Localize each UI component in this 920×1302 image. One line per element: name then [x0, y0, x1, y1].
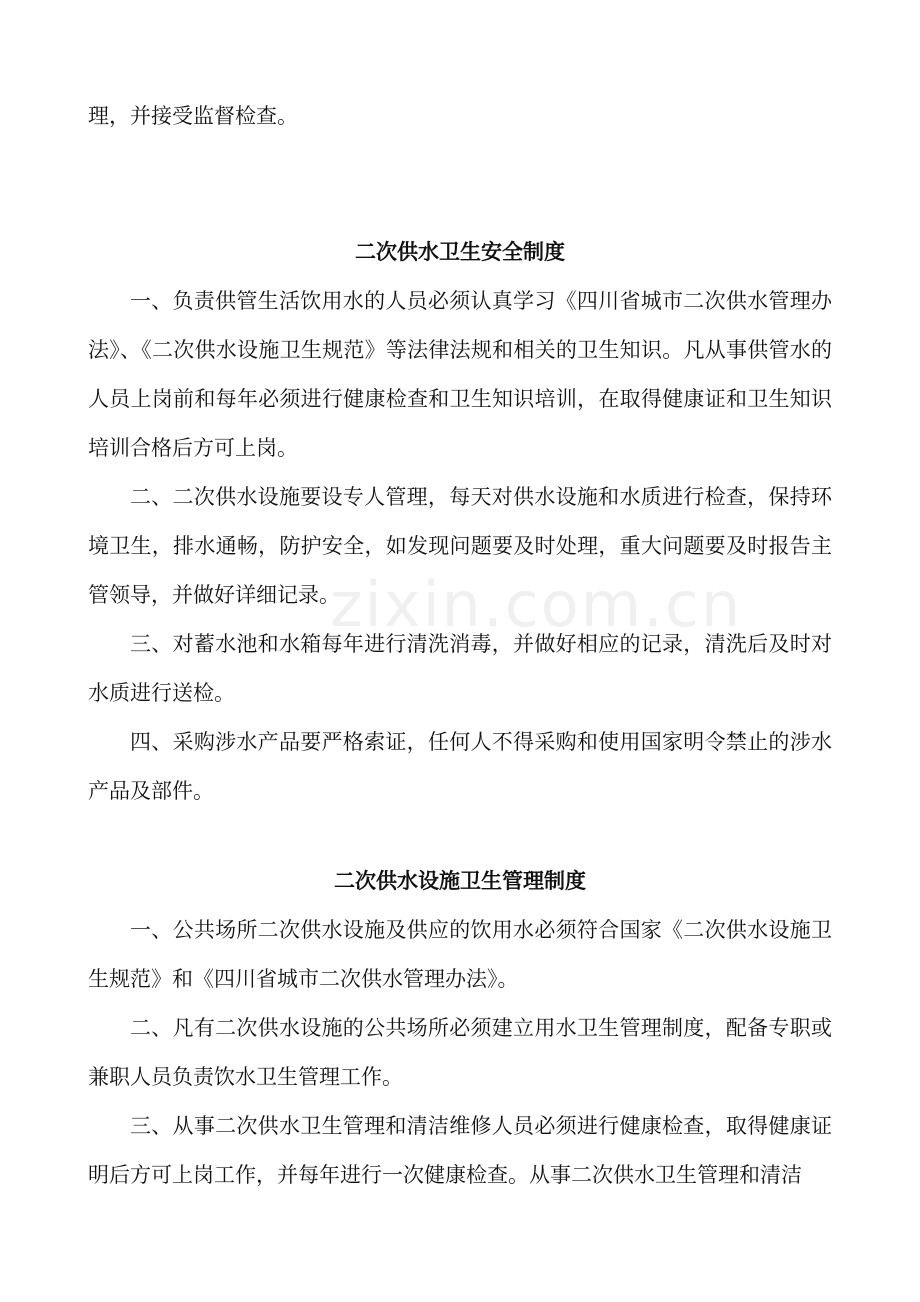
facility-paragraph-1: 一、公共场所二次供水设施及供应的饮用水必须符合国家《二次供水设施卫生规范》和《四川省城市二次供水管理办法》。 — [88, 918, 832, 991]
safety-paragraph-4: 四、采购涉水产品要严格索证，任何人不得采购和使用国家明令禁止的涉水产品及部件。 — [88, 730, 832, 803]
facility-paragraph-2: 二、凡有二次供水设施的公共场所必须建立用水卫生管理制度，配备专职或兼职人员负责饮水卫生管理工作。 — [88, 1016, 832, 1089]
section-spacer — [88, 816, 832, 857]
watermark: zixin.com.cn — [330, 568, 743, 641]
safety-paragraph-1: 一、负责供管生活饮用水的人员必须认真学习《四川省城市二次供水管理办法》、《二次供水设施卫生规范》等法律法规和相关的卫生知识。凡从事供管水的人员上岗前和每年必须进行健康检查和卫生知识培训，在取得健康证和卫生知识培训合格后方可上岗。 — [88, 289, 832, 460]
section-title-facility: 二次供水设施卫生管理制度 — [334, 869, 586, 893]
document-page — [88, 92, 832, 1200]
section-title-safety: 二次供水卫生安全制度 — [355, 240, 565, 264]
facility-paragraph-3: 三、从事二次供水卫生管理和清洁维修人员必须进行健康检查，取得健康证明后方可上岗工作，并每年进行一次健康检查。从事二次供水卫生管理和清洁 — [88, 1114, 832, 1187]
section-spacer — [88, 141, 832, 228]
safety-paragraph-2: 二、二次供水设施要设专人管理，每天对供水设施和水质进行检查，保持环境卫生，排水通畅，防护安全，如发现问题要及时处理，重大问题要及时报告主管领导，并做好详细记录。 — [88, 485, 832, 607]
continuation-paragraph: 理，并接受监督检查。 — [88, 104, 298, 128]
safety-paragraph-3: 三、对蓄水池和水箱每年进行清洗消毒，并做好相应的记录，清洗后及时对水质进行送检。 — [88, 632, 832, 705]
